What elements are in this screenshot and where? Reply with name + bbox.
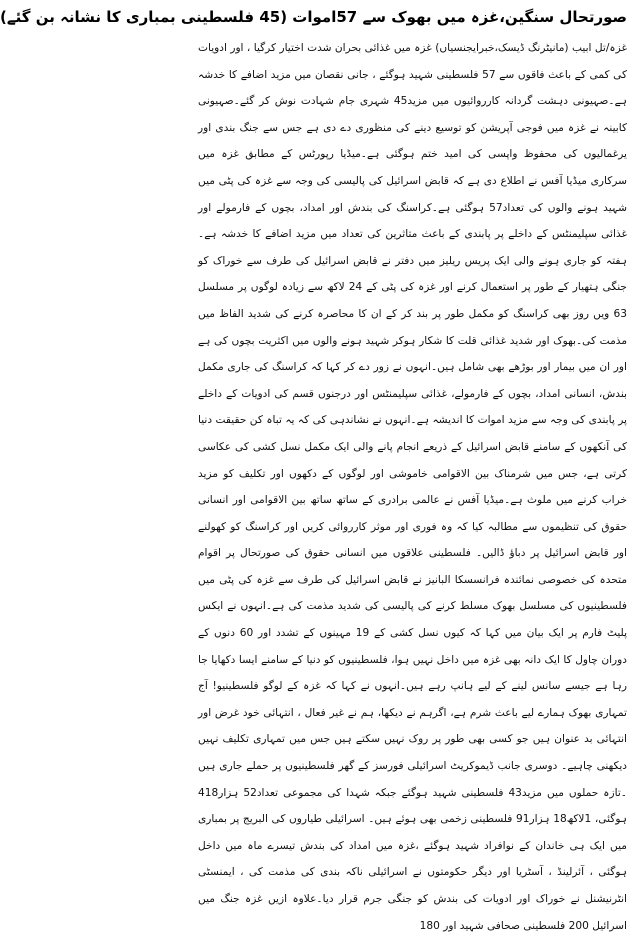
article-headline: صورتحال سنگین،غزہ میں بھوک سے 57اموات (45 فلسطینی بمباری کا نشانہ بن گئے) bbox=[0, 8, 627, 26]
news-article bbox=[0, 2, 628, 932]
article-body: غزہ/تل ابیب (مانیٹرنگ ڈیسک،خبرایجنسیاں) غزہ میں غذائی بحران شدت اختیار کرگیا ، اور ادویات کی کمی کے باعث فاقوں سے 57 فلسطینی شہید ہوگئے ، جانی نقصان میں مزید اضافے کا خدشہ ہے۔صہیونی دہشت گردانہ کارروائیوں میں مزید45 شہری جام شہادت نوش کر گئے۔صہیونی کابینہ نے غزہ میں فوجی آپریشن کو توسیع دینے کی منظوری دے دی ہے جس سے جنگ بندی اور یرغمالیوں کی محفوظ واپسی کی امید ختم ہوگئی ہے۔میڈیا رپورٹس کے مطابق غزہ میں سرکاری میڈیا آفس نے اطلاع دی ہے کہ قابض اسرائیل کی پالیسی کی وجہ سے غزہ کی پٹی میں شہید ہونے والوں کی تعداد57 ہوگئی ہے۔کراسنگ کی بندش اور امداد، بچوں کے فارمولے اور غذائی سپلیمنٹس کے داخلے پر پابندی کے باعث متاثرین کی تعداد میں مزید اضافے کا خدشہ ہے۔ ہفتہ کو جاری ہونے والی ایک پریس ریلیز میں دفتر نے قابض اسرائیل کی طرف سے خوراک کو جنگی ہتھیار کے طور پر استعمال کرنے اور غزہ کی پٹی کے 24 لاکھ سے زیادہ لوگوں پر مسلسل 63 ویں روز بھی کراسنگ کو مکمل طور پر بند کر کے ان کا محاصرہ کرنے کی شدید الفاظ میں مذمت کی۔بھوک اور شدید غذائی قلت کا شکار ہوکر شہید ہونے والوں میں اکثریت بچوں کی ہے اور ان میں بیمار اور بوڑھے بھی شامل ہیں۔انہوں نے زور دے کر کہا کہ کراسنگ کی جاری مکمل بندش، انسانی امداد، بچوں کے فارمولے، غذائی سپلیمنٹس اور درجنوں قسم کی ادویات کے داخلے پر پابندی کی وجہ سے مزید اموات کا اندیشہ ہے۔انہوں نے نشاندہی کی کہ یہ تباہ کن حقیقت دنیا کی آنکھوں کے سامنے قابض اسرائیل کے ذریعے انجام پانے والی ایک مکمل نسل کشی کی عکاسی کرتی ہے، جس میں شرمناک بین الاقوامی خاموشی اور لوگوں کے دکھوں اور تکلیف کو مزید خراب کرنے میں ملوث ہے۔میڈیا آفس نے عالمی برادری کے ساتھ ساتھ بین الاقوامی اور انسانی حقوق کی تنظیموں سے مطالبہ کیا کہ وہ فوری اور موثر کارروائی کریں اور کراسنگ کو کھولنے اور قابض اسرائیل پر دباؤ ڈالیں۔ فلسطینی علاقوں میں انسانی حقوق کی صورتحال پر اقوام متحدہ کی خصوصی نمائندہ فرانسسکا البانیز نے قابض اسرائیل کی طرف سے غزہ کی پٹی میں فلسطینیوں کی مسلسل بھوک مسلط کرنے کی پالیسی کی شدید مذمت کی ہے۔انہوں نے ایکس پلیٹ فارم پر ایک بیان میں کہا کہ کیوں نسل کشی کے 19 مہینوں کے تشدد اور 60 دنوں کے دوران چاول کا ایک دانہ بھی غزہ میں داخل نہیں ہوا، فلسطینیوں کو دنیا کے سامنے ایسا دکھایا جا رہا ہے جیسے سانس لینے کے لیے ہانپ رہے ہیں۔انہوں نے کہا کہ غزہ کے لوگو فلسطینیو! آج تمہاری بھوک ہمارے لیے باعث شرم ہے، اگرہم نے دیکھا، ہم نے غیر فعال ، انتہائی خود غرض اور انتہائی بد عنوان ہیں جو کسی بھی طور پر روک نہیں سکتے ہیں جس میں تمہاری تکلیف نہیں دیکھنی چاہیے۔ دوسری جانب ڈیموکریٹ اسرائیلی فورسز کے گھر فلسطینیوں پر حملے جاری ہیں ۔تازہ حملوں میں مزید43 فلسطینی شہید ہوگئے جبکہ شہدا کی مجموعی تعداد52 ہزار418 ہوگئی، 1لاکھ18 ہزار91 فلسطینی زخمی بھی ہوئے ہیں۔ اسرائیلی طیاروں کی البریج پر بمباری میں ایک ہی خاندان کے نوافراد شہید ہوگئے ،غزہ میں امداد کی بندش تیسرے ماہ میں داخل ہوگئی ، آئرلینڈ ، آسٹریا اور دیگر حکومتوں نے اسرائیلی ناکہ بندی کی مذمت کی ، ایمنسٹی انٹرنیشنل نے خوراک اور ادویات کی بندش کو جنگی جرم قرار دیا۔علاوہ ازیں غزہ جنگ میں اسرائیل 200 فلسطینی صحافی شہید اور 180 bbox=[198, 42, 628, 932]
